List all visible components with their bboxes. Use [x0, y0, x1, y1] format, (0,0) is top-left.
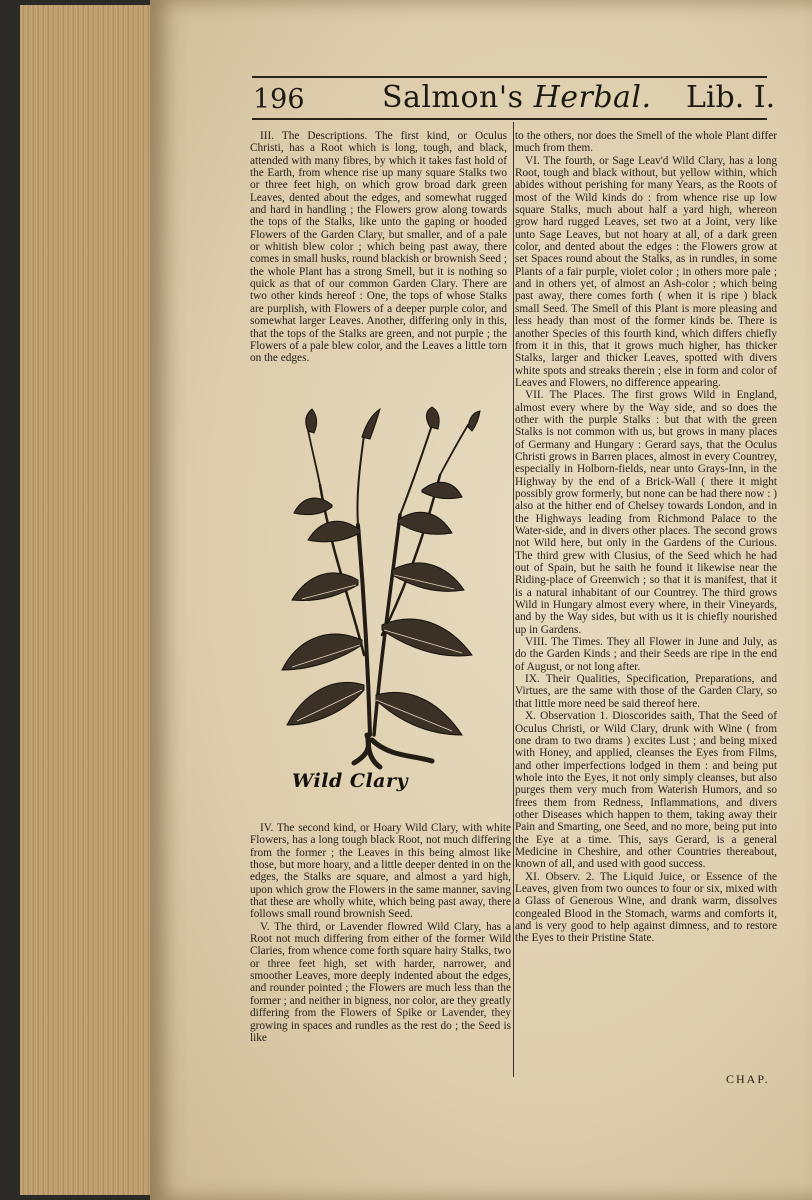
paragraph-v: V. The third, or Lavender flowred Wild Clary, has a Root not much differing from either of the former Wild Claries, from whence come forth square hairy Stalks, two or three feet high, set with harder, narrower, and smoother Leaves, more deeply indented about the edges, and rounder pointed ; the Flowers are much less than the former ; and neither in bigness, nor color, are they greatly differing from the Flowers of Spike or Lavender, they growing in spaces and rundles as the rest do ; the Seed is like	[250, 920, 511, 1044]
paragraph-ix: IX. Their Qualities, Specification, Preparations, and Virtues, are the same with those of the Garden Clary, so that little more need be said thereof here.	[515, 673, 777, 710]
header-rule-top	[252, 76, 767, 78]
paragraph-iv: IV. The second kind, or Hoary Wild Clary, with white Flowers, has a long tough black Root, not much differing from the former ; the Leaves in this being almost like those, but more hoary, and a little deeper dented in on the edges, the Stalks are square, and almost a yard high, upon which grow the Flowers in the same manner, saving that these are wholly white, which being past away, there follows small round brownish Seed.	[250, 822, 511, 921]
wild-clary-woodcut-illustration	[272, 405, 492, 795]
paragraph-continuation: to the others, nor does the Smell of the whole Plant differ much from them.	[515, 130, 777, 155]
page-edges	[20, 5, 157, 1195]
page-number: 196	[253, 84, 305, 115]
header-rule-bottom	[252, 118, 767, 120]
right-column	[515, 130, 777, 1065]
paragraph-vii: VII. The Places. The first grows Wild in England, almost every where by the Way side, and so does the other with the purple Stalks : but that with the green Stalks is not common with us, but grows in many places of Germany and Hungary : Gerard says, that the Oculus Christi grows in Barren places, almost in every Countrey, especially in Holborn-fields, near unto Grays-Inn, in the Highway by the end of a Brick-Wall ( there it might possibly grow formerly, but none can be had there now : ) also at the hither end of Chelsey towards London, and in the Highways leading from Richmond Palace to the Water-side, and in divers other places. The second grows not Wild here, but only in the Gardens of the Curious. The third grew with Clusius, of the Seed which he had out of Spain, but he saith he found it likewise near the Riding-place of Greenwich ; so that it is manifest, that it is a natural inhabitant of our Countrey. The third grows Wild in Hungary almost every where, in their Vineyards, and by the Way sides, but with us it is chiefly nourished up in Gardens.	[515, 389, 777, 636]
paragraph-descriptions: III. The Descriptions. The first kind, or Oculus Christi, has a Root which is long, tough, and black, attended with many fibres, by which it takes fast hold of the Earth, from whence rise up many square Stalks two or three feet high, on which grow broad dark green Leaves, dented about the edges, and somewhat rugged and hard in handling ; the Flowers grow along towards the tops of the Stalks, like unto the gaping or hooded Flowers of the Garden Clary, but smaller, and of a pale or whitish blew color ; which being past away, there comes in small husks, round blackish or brownish Seed ; the whole Plant has a strong Smell, but it is nothing so quick as that of our common Garden Clary. There are two other kinds hereof : One, the tops of whose Stalks are purplish, with Flowers of a deeper purple color, and somewhat larger Leaves. Another, differing only in this, that the tops of the Stalks are green, and not purple ; the Flowers of a pale blew color, and the Leaves a little torn on the edges.	[250, 130, 507, 365]
column-divider	[513, 122, 514, 1077]
paragraph-xi: XI. Observ. 2. The Liquid Juice, or Essence of the Leaves, given from two ounces to four or six, mixed with a Glass of Generous Wine, and drank warm, dissolves congealed Blood in the Stomach, warms and comforts it, and is very good to help against dimness, and to restore the Eyes to their Pristine State.	[515, 870, 777, 945]
catchword: CHAP.	[726, 1072, 770, 1086]
paragraph-viii: VIII. The Times. They all Flower in June and July, as do the Garden Kinds ; and their Seeds are ripe in the end of August, or not long after.	[515, 636, 777, 673]
left-column-top	[250, 130, 507, 388]
paragraph-x: X. Observation 1. Dioscorides saith, That the Seed of Oculus Christi, or Wild Clary, drunk with Wine ( from one dram to two drams ) excites Lust ; and being mixed with Honey, and applied, cleanses the Eyes from Films, and other imperfections lodged in them : and being put whole into the Eyes, it not only simply cleanses, but also purges them very much from Waterish Humors, and so frees them from Redness, Inflammations, and divers other Diseases which happen to them, taking away their Pain and Smarting, one Seed, and no more, being put into the Eye at a time. This, says Gerard, is a general Medicine in Cheshire, and other Countries thereabout, known of all, and used with good success.	[515, 710, 777, 871]
book-number: Lib. I.	[686, 80, 776, 115]
running-title-work: Herbal.	[533, 80, 652, 115]
running-title-author: Salmon's	[382, 80, 524, 115]
left-column-bottom	[250, 822, 511, 1062]
illustration-caption: Wild Clary	[292, 770, 409, 792]
paragraph-vi: VI. The fourth, or Sage Leav'd Wild Clary, has a long Root, tough and black without, but yellow within, which abides without perishing for many Years, as the Roots of most of the Wild kinds do : from whence rise up low square Stalks, much about half a yard high, whereon grow hard rugged Leaves, set two at a Joint, very like unto Sage Leaves, but not hoary at all, of a dark green color, and dented about the edges : the Flowers grow at set Spaces round about the Stalks, as in rundles, in some Plants of a fair purple, violet color ; in others more pale ; and in others yet, of almost an Ash-color ; which being past away, there comes forth ( when it is ripe ) black small Seed. The Smell of this Plant is more pleasing and less heady than most of the former kinds be. There is another Species of this fourth kind, which differs chiefly from it in this, that it grows much higher, has thicker Stalks, larger and thicker Leaves, spotted with divers white spots and streaks therein ; else in form and color of Leaves and Flowers, no difference appearing.	[515, 154, 777, 389]
running-title	[382, 80, 652, 115]
